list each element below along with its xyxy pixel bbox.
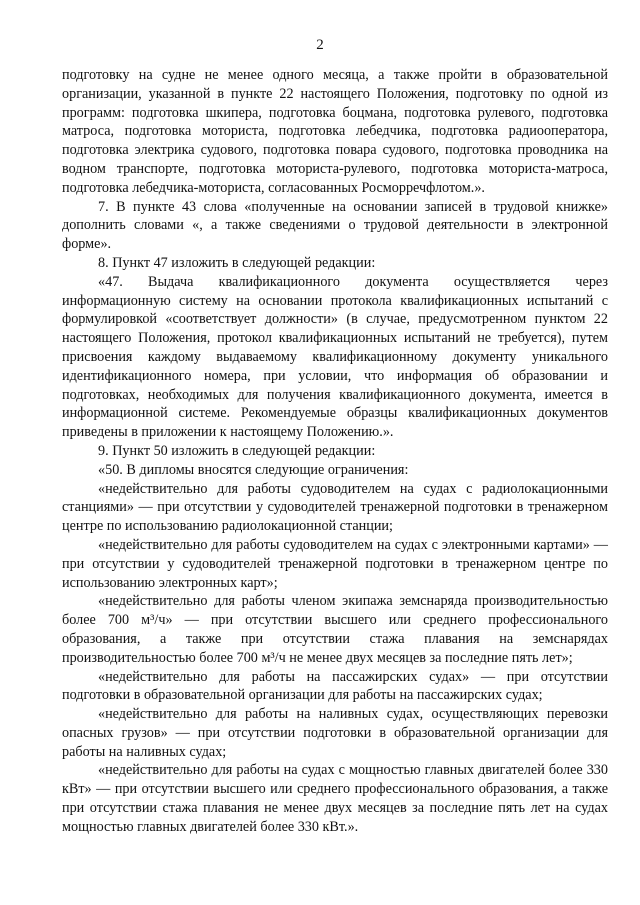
restriction-engine-power: «недействительно для работы на судах с мощностью главных двигателей более 330 кВт» — при отсутствии высшего или среднего профессионального образования, а также при отсутствии стажа плавания не менее двух месяцев за последние пять лет на судах мощностью главных двигателей более 330 кВт.». [62, 762, 608, 835]
document-body [62, 66, 608, 837]
paragraph-item-9: 9. Пункт 50 изложить в следующей редакции: [98, 442, 376, 459]
restriction-tankers: «недействительно для работы на наливных судах, осуществляющих перевозки опасных грузов» — при отсутствии подготовки в образовательной организации для работы на наливных судах; [62, 706, 608, 760]
restriction-radar: «недействительно для работы судоводителем на судах с радиолокационными станциями» — при отсутствии у судоводителей тренажерной подготовки в тренажерном центре по использованию радиолокационной станции; [62, 480, 608, 535]
paragraph-clause-50: «50. В дипломы вносятся следующие ограничения: [98, 461, 409, 478]
paragraph-item-7: 7. В пункте 43 слова «полученные на основании записей в трудовой книжке» дополнить словами «, а также сведениями о трудовой деятельности в электронной форме». [62, 198, 608, 253]
paragraph-continuation: подготовку на судне не менее одного месяца, а также пройти в образовательной организации, указанной в пункте 22 настоящего Положения, подготовку по одной из программ: подготовка шкипера, подготовка боцмана, подготовка рулевого, подготовка матроса, подготовка моториста, подготовка лебедчика, подготовка радиооператора, подготовка электрика судового, подготовка повара судового, подготовка проводника на водном транспорте, подготовка моториста-рулевого, подготовка моториста-матроса, подготовка лебедчика-моториста, согласованных Росморречфлотом.». [62, 67, 608, 196]
paragraph-clause-47: «47. Выдача квалификационного документа осуществляется через информационную систему на основании протокола квалификационных испытаний с формулировкой «соответствует должности» (в случае, предусмотренном пунктом 22 настоящего Положения, протокол квалификационных испытаний не требуется), путем присвоения каждому выдаваемому квалификационному документу уникального идентификационного номера, при условии, что информация об образовании и подготовках, необходимых для получения квалификационного документа, имеется в информационной системе. Рекомендуемые образцы квалификационных документов приведены в приложении к настоящему Положению.». [62, 273, 608, 441]
paragraph-item-8: 8. Пункт 47 изложить в следующей редакции: [98, 254, 376, 271]
restriction-electronic-charts: «недействительно для работы судоводителем на судах с электронными картами» — при отсутствии у судоводителей тренажерной подготовки в тренажерном центре по использованию электронных карт»; [62, 536, 608, 591]
page-number: 2 [316, 37, 324, 53]
restriction-dredger: «недействительно для работы членом экипажа земснаряда производительностью более 700 м³/ч» — при отсутствии высшего или среднего профессионального образования, а также при отсутствии стажа плавания на земснарядах производительностью более 700 м³/ч не менее двух месяцев за последние пять лет»; [62, 593, 608, 666]
restriction-passenger-vessels: «недействительно для работы на пассажирских судах» — при отсутствии подготовки в образовательной организации для работы на пассажирских судах; [62, 668, 608, 704]
